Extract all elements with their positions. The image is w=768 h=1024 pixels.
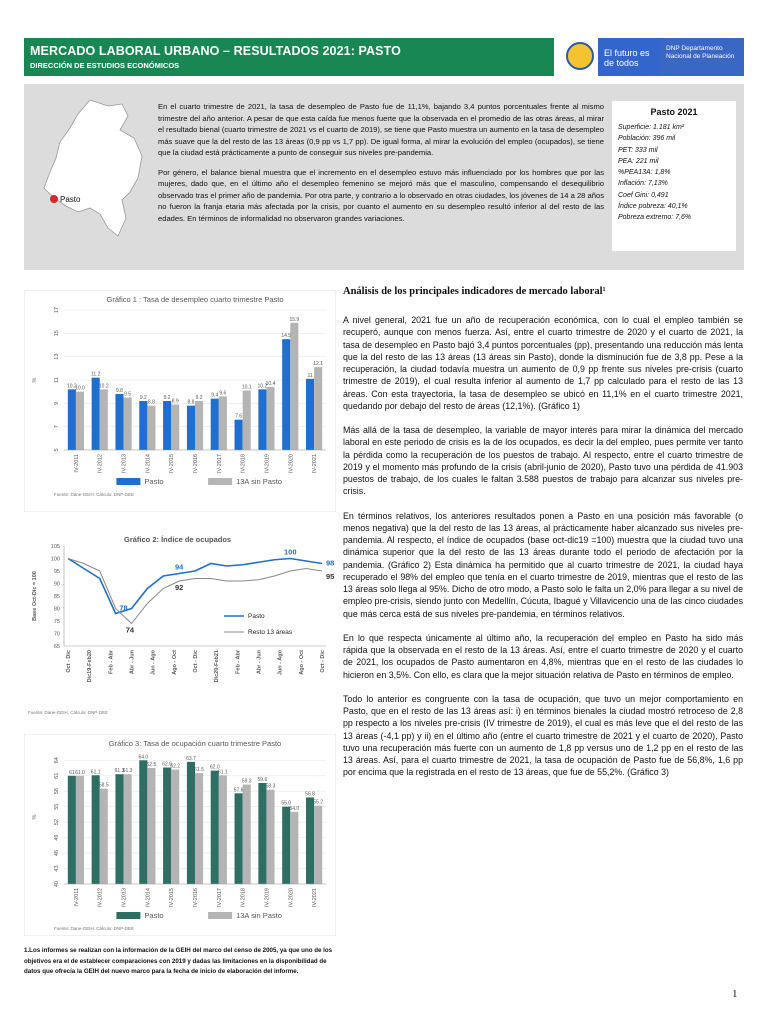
bar-pasto xyxy=(139,401,147,450)
data-label: 61.5 xyxy=(194,767,204,774)
bar-resto xyxy=(195,773,203,884)
x-tick-label: IV-2012 xyxy=(97,888,104,907)
bar-resto xyxy=(290,812,298,884)
data-label: 8.9 xyxy=(171,398,179,405)
x-tick-label: IV-2016 xyxy=(193,888,199,907)
x-tick-label: IV-2019 xyxy=(264,888,271,907)
x-tick-label: IV-2014 xyxy=(145,454,152,473)
data-label: 58.3 xyxy=(265,783,276,790)
paragraph: En lo que respecta únicamente al último año, la recuperación del empleo en Pasto ha sido más rápida que la observada en el resto de la 13 áreas. Así, entre el cuarto trimestre de 2020 y el cuarto de 2021, los ocupados de Pasto aumentaron en 4,8%, mientras que en el resto de las ciudades lo hicieron en 3,5%. Con ello, es clara que la mejor situación relativa de Pasto en términos de empleo. xyxy=(343,632,743,680)
paragraph: Todo lo anterior es congruente con la tasa de ocupación, que tuvo un mejor comportamiento en Pasto, que en el resto de las 13 áreas así: i) en términos bienales la ciudad mostró retroceso de 2,8 pp respecto a los niveles pre-crisis (IV trimestre de 2019), el cual es más leve que el del resto de las 13 áreas (-4,1 pp) y ii) en el último año (entre el cuarto trimestre de 2021 y el cuarto de 2020), Pasto tuvo una recuperación más fuerte con un aumento de 1,8 pp versus uno de 1,2 pp en el resto de las 13 áreas. Así, para el cuarto trimestre de 2021, la tasa de ocupación de Pasto fue de 56,8%, 1,6 pp por encima que la registrada en el resto de 13 áreas, que fue de 55,2%. (Gráfico 3) xyxy=(343,693,743,778)
page-header xyxy=(0,0,768,80)
chart-source: Fuente: Dane-GEIH. Cálculo: DNP-DEE xyxy=(54,492,135,497)
chart-title: Gráfico 3: Tasa de ocupación cuarto trimestre Pasto xyxy=(108,739,282,748)
bar-resto xyxy=(76,392,84,450)
chart-source: Fuente: Dane-GEIH. Cálculo: DNP-DEE xyxy=(54,926,135,931)
data-label: 61 xyxy=(69,769,75,776)
data-label: 92 xyxy=(174,583,184,592)
x-tick-label: IV-2018 xyxy=(240,454,247,473)
bar-pasto xyxy=(306,379,314,450)
x-tick-label: IV-2017 xyxy=(216,454,223,473)
chart-unemployment xyxy=(24,290,336,512)
x-tick-label: IV-2015 xyxy=(169,454,176,473)
y-tick-label: 105 xyxy=(50,544,60,550)
x-tick-label: Jun - Ago xyxy=(277,650,284,676)
data-label: 8.8 xyxy=(147,399,155,406)
legend-swatch-pasto xyxy=(116,912,140,919)
y-tick-label: 55 xyxy=(54,803,60,810)
data-label: 94 xyxy=(174,562,184,572)
x-tick-label: Oct - Dic xyxy=(320,650,326,673)
data-label: 64.0 xyxy=(138,754,149,761)
legend-label: Resto 13 áreas xyxy=(248,629,293,636)
data-label: 9.8 xyxy=(116,388,123,394)
y-tick-label: 64 xyxy=(54,757,60,764)
bar-resto xyxy=(243,785,251,884)
bar-pasto xyxy=(187,762,195,884)
data-label: 61.1 xyxy=(218,769,228,776)
chart-frame xyxy=(24,528,336,720)
legend-label: 13A sin Pasto xyxy=(236,477,282,486)
x-tick-label: IV-2013 xyxy=(121,454,128,473)
data-label: 56.8 xyxy=(305,791,315,798)
data-label: 62.6 xyxy=(162,761,172,768)
data-label: 62.0 xyxy=(209,764,220,771)
data-label: 14.5 xyxy=(281,333,292,340)
x-tick-label: IV-2019 xyxy=(264,454,271,473)
paragraph: A nivel general, 2021 fue un año de recuperación económica, con lo cual el empleo también se recuperó, aunque con menos fuerza. Así, entre el cuarto trimestre de 2020 y el cuarto de 2021, la tasa de desempleo en Pasto bajó 3,4 puntos porcentuales (pp), presentando una reducción más lenta que la del resto de las 13 áreas (13 áreas sin Pasto), donde la disminución fue de 3,8 pp. Pese a la recuperación, la ciudad todavía muestra un aumento de 0,9 pp frente sus niveles pre-crisis (cuarto trimestre de 2019), el cual resulta inferior al aumento de 1,7 pp calculado para el resto de las 13 áreas. Con esta trayectoria, la tasa de desempleo se ubicó en 11,1% en el cuarto trimestre 2021, quedando por debajo del resto de áreas (12,1%). (Gráfico 1) xyxy=(343,315,743,411)
paragraph: En términos relativos, los anteriores resultados ponen a Pasto en una posición más favorable (o menos negativa) que la del resto de las 13 áreas, al prácticamente haber alcanzado sus niveles pre-pandemia. Al respecto, el índice de ocupados (base oct-dic19 =100) muestra que la ciudad tuvo una dinámica superior que la del resto de las 13 áreas durante todo el periodo de afectación por la pandemia. (Gráfico 2) Esta dinámica ha permitido que al cuarto trimestre de 2021, la ciudad haya recuperado el 98% del empleo que tenía en el cuarto trimestre de 2019, mientras que el resto de las 13 áreas solo llega al 95%. Dicho de otro modo, a Pasto solo le falta un 2,0% para llegar a su nivel de empleo pre-crisis, siendo junto con Medellín, Cúcuta, Ibagué y Villavicencio una de las cinco ciudades que más cerca está de sus niveles pre-pandemia, en términos relativos. xyxy=(343,510,743,619)
legend-swatch-pasto xyxy=(116,478,140,485)
data-label: 59.3 xyxy=(241,778,252,785)
data-label: 10.2 xyxy=(257,383,268,390)
data-label: 9.6 xyxy=(219,390,227,397)
y-tick-label: 80 xyxy=(53,606,60,613)
data-label: 54.0 xyxy=(289,805,300,812)
bar-resto xyxy=(171,770,179,884)
y-tick-label: 95 xyxy=(53,569,60,575)
data-label: 57.6 xyxy=(233,787,244,794)
x-tick-label: IV-2014 xyxy=(145,888,152,907)
fact-item: %PEA13A: 1,8% xyxy=(618,169,671,177)
y-tick-label: 5 xyxy=(54,448,60,452)
bar-pasto xyxy=(163,401,171,450)
chart-occupation-rate xyxy=(24,734,336,936)
data-label: 98 xyxy=(326,558,335,568)
data-label: 9.2 xyxy=(139,395,147,401)
x-tick-label: Ago - Oct xyxy=(171,650,178,675)
bar-resto xyxy=(124,774,132,884)
bar-pasto xyxy=(211,771,219,884)
y-tick-label: 13 xyxy=(54,353,60,360)
y-tick-label: 15 xyxy=(54,330,60,337)
legend-label: Pasto xyxy=(248,613,265,620)
colombia-map xyxy=(30,96,150,246)
x-tick-label: Abr - Jun xyxy=(129,650,136,675)
bar-resto xyxy=(290,323,298,450)
dnp-logo: DNP Departamento Nacional de Planeación xyxy=(660,38,744,76)
analysis-body xyxy=(343,314,743,791)
report-title: MERCADO LABORAL URBANO – RESULTADOS 2021: PASTO xyxy=(30,44,401,58)
x-tick-label: IV-2018 xyxy=(240,888,247,907)
y-axis-label: % xyxy=(32,814,38,820)
bar-resto xyxy=(219,775,227,884)
data-label: 63.7 xyxy=(186,755,196,762)
map-label: Pasto xyxy=(60,195,81,204)
bar-resto xyxy=(314,806,322,884)
bar-resto xyxy=(147,406,155,450)
x-tick-label: Ago - Oct xyxy=(298,650,305,675)
bar-pasto xyxy=(115,774,123,884)
data-label: 100 xyxy=(283,547,297,557)
bar-pasto xyxy=(282,807,290,884)
data-label: 58.5 xyxy=(98,782,109,789)
bar-pasto xyxy=(282,339,290,450)
pasto-marker xyxy=(50,195,58,203)
y-axis-label: Base Oct-Dic = 100 xyxy=(32,571,38,621)
bar-resto xyxy=(100,789,108,884)
data-label: 78 xyxy=(119,603,128,613)
data-label: 9.2 xyxy=(163,395,171,401)
bar-pasto xyxy=(306,797,314,884)
data-label: 10.4 xyxy=(265,381,276,387)
fact-item: Índice pobreza: 40,1% xyxy=(618,203,688,211)
y-tick-label: 65 xyxy=(53,644,60,650)
y-tick-label: 75 xyxy=(53,619,60,625)
x-tick-label: IV-2016 xyxy=(193,454,199,473)
data-label: 10.2 xyxy=(98,383,109,390)
data-label: 74 xyxy=(125,625,135,635)
x-tick-label: Dic19-Feb20 xyxy=(87,650,94,683)
data-label: 61.1 xyxy=(90,769,101,776)
chart-title: Gráfico 2: Índice de ocupados xyxy=(124,535,232,544)
legend-swatch-resto xyxy=(208,478,232,485)
bar-resto xyxy=(100,389,108,450)
y-tick-label: 61 xyxy=(54,772,60,779)
data-label: 10.2 xyxy=(66,383,77,390)
bar-resto xyxy=(171,405,179,451)
fact-item: PEA: 221 mil xyxy=(618,157,659,165)
paragraph: Más allá de la tasa de desempleo, la variable de mayor interés para mirar la dinámica del mercado laboral en este periodo de crisis es la de los ocupados, es decir la del empleo, pues permite ver tanto la pérdida como la recuperación de los puestos de trabajo. Al respecto, entre el cuarto trimestre de 2019 y el momento más profundo de la crisis (abril-junio de 2020), Pasto tuvo una pérdida de 41.903 puestos de trabajo, de los cuales le faltan 3.588 puestos de trabajo para alcanzar sus niveles pre-crisis. xyxy=(343,425,743,497)
y-tick-label: 43 xyxy=(54,865,60,872)
y-tick-label: 11 xyxy=(54,377,60,383)
bar-resto xyxy=(124,398,132,451)
data-label: 62.2 xyxy=(170,763,181,770)
data-label: 11 xyxy=(307,372,313,379)
data-label: 10.0 xyxy=(75,385,85,392)
legend-swatch-resto xyxy=(208,912,232,919)
y-tick-label: 17 xyxy=(54,306,60,314)
bar-resto xyxy=(243,391,251,451)
x-tick-label: IV-2017 xyxy=(216,888,223,907)
x-tick-label: IV-2011 xyxy=(73,454,80,473)
fact-item: PET: 333 mil xyxy=(618,146,658,154)
data-label: 10.1 xyxy=(241,384,252,391)
x-tick-label: IV-2021 xyxy=(312,454,319,473)
x-tick-label: IV-2012 xyxy=(97,454,104,473)
fact-item: Superficie: 1.181 km² xyxy=(618,124,685,131)
report-subtitle: DIRECCIÓN DE ESTUDIOS ECONÓMICOS xyxy=(30,61,180,70)
data-label: 62.5 xyxy=(146,762,157,769)
data-label: 55.0 xyxy=(281,800,292,807)
data-label: 12.1 xyxy=(313,361,324,368)
bar-pasto xyxy=(92,775,100,884)
x-tick-label: IV-2015 xyxy=(169,888,176,907)
page-number: 1 xyxy=(732,988,738,1000)
bar-resto xyxy=(266,790,274,884)
y-tick-label: 46 xyxy=(54,850,60,857)
facts-title: Pasto 2021 xyxy=(650,107,698,117)
x-tick-label: Feb - Abr xyxy=(108,650,115,674)
bar-pasto xyxy=(235,793,243,884)
bar-resto xyxy=(195,401,203,450)
y-tick-label: 7 xyxy=(54,425,60,429)
y-tick-label: 49 xyxy=(54,834,60,841)
facts-box xyxy=(612,101,736,251)
bar-resto xyxy=(219,396,227,450)
x-tick-label: IV-2020 xyxy=(288,454,295,473)
x-tick-label: IV-2011 xyxy=(73,888,80,907)
chart-employment-index xyxy=(24,528,336,720)
x-tick-label: Feb - Abr xyxy=(235,650,242,674)
data-label: 61.0 xyxy=(75,769,85,776)
footnote: 1.Los informes se realizan con la información de la GEIH del marco del censo de 2005, ya que uno de los objetivos era el de establecer comparaciones con 2019 y dadas las limitaciones en la disponibilidad de datos que ofrecía la GEIH del nuevo marco para la fecha de inicio de elaboración del informe. xyxy=(24,947,333,975)
data-label: 7.6 xyxy=(235,413,243,420)
legend-label: Pasto xyxy=(144,477,164,486)
legend-label: Pasto xyxy=(144,911,164,920)
data-label: 61.3 xyxy=(114,768,125,775)
x-tick-label: Oct - Dic xyxy=(66,650,72,673)
data-label: 9.2 xyxy=(195,395,203,401)
intro-paragraph-2: Por género, el balance bienal muestra que el incremento en el desempleo estuvo más influenciado por los hombres que por las mujeres, dado que, en el último año el desempleo femenino se mejoró más que el masculino, compensando el desequilibrio observado tras el primer año de pandemia. Por otra parte, y contrario a lo observado en otras ciudades, los jóvenes de 14 a 28 años no fueron la franja etaria más afectada por la crisis, por cuanto el aumento en su desempleo resultó inferior al del resto de las edades. En términos de informalidad no observaron grandes variaciones. xyxy=(158,167,604,223)
fact-item: Pobreza extremo: 7,6% xyxy=(618,214,692,222)
bar-resto xyxy=(314,367,322,450)
intro-paragraph-1: En el cuarto trimestre de 2021, la tasa de desempleo de Pasto fue de 11,1%, bajando 3,4 puntos porcentuales frente al mismo trimestre del año anterior. A pesar de que esta caída fue menos fuerte que la observada en el promedio de las otras áreas, al mirar el resultado bienal (cuarto trimestre de 2021 vs el cuarto de 2019), se tiene que Pasto muestra un aumento en la tasa de desempleo más suave que la del resto de las 13 áreas (0,9 pp vs 1,7 pp). De igual forma, al mirar la evolución del empleo (ocupados), se tiene que la ciudad está prácticamente a punto de conseguir sus niveles pre-pandemia. xyxy=(158,102,604,157)
legend-label: 13A sin Pasto xyxy=(236,911,282,920)
x-tick-label: Jun - Ago xyxy=(150,650,157,676)
bar-pasto xyxy=(187,406,195,450)
data-label: 55.2 xyxy=(313,799,324,806)
chart-source: Fuente: Dane-GEIH. Cálculo: DNP-DEE xyxy=(28,710,109,715)
fact-item: Coef Gini: 0,491 xyxy=(618,191,669,199)
bar-resto xyxy=(147,768,155,884)
data-label: 95 xyxy=(326,572,335,581)
x-tick-label: Dic20-Feb21 xyxy=(214,650,221,683)
fact-item: Población: 396 mil xyxy=(618,135,676,143)
data-label: 8.8 xyxy=(187,399,195,406)
bar-pasto xyxy=(235,420,243,450)
bar-pasto xyxy=(68,776,76,884)
bar-pasto xyxy=(115,394,123,450)
bar-pasto xyxy=(258,389,266,450)
section-title: Análisis de los principales indicadores de mercado laboral¹ xyxy=(343,286,606,297)
data-label: 9.4 xyxy=(211,392,219,399)
y-axis-label: % xyxy=(32,377,38,383)
data-label: 59.6 xyxy=(257,776,268,783)
x-tick-label: Oct - Dic xyxy=(193,650,199,673)
y-tick-label: 52 xyxy=(54,819,60,826)
bar-pasto xyxy=(163,768,171,884)
data-label: 15.9 xyxy=(289,316,300,323)
x-tick-label: IV-2021 xyxy=(312,888,319,907)
x-tick-label: Abr - Jun xyxy=(256,650,263,675)
data-label: 11.2 xyxy=(90,371,101,378)
y-tick-label: 90 xyxy=(53,581,60,588)
gov-logo: El futuro es de todos xyxy=(598,38,660,76)
y-tick-label: 40 xyxy=(54,880,60,888)
coat-of-arms-icon xyxy=(566,42,594,70)
y-tick-label: 100 xyxy=(50,556,60,563)
y-tick-label: 58 xyxy=(54,788,60,795)
bar-pasto xyxy=(211,399,219,450)
x-tick-label: IV-2013 xyxy=(121,888,128,907)
bar-pasto xyxy=(258,783,266,884)
bar-pasto xyxy=(139,760,147,884)
x-tick-label: IV-2020 xyxy=(288,888,295,907)
data-label: 61.3 xyxy=(122,768,133,775)
data-label: 9.5 xyxy=(124,391,132,398)
fact-item: Inflación: 7,13% xyxy=(618,180,668,188)
bar-pasto xyxy=(68,389,76,450)
y-tick-label: 9 xyxy=(54,401,60,405)
intro-text xyxy=(158,101,604,224)
bar-resto xyxy=(76,776,84,884)
y-tick-label: 85 xyxy=(53,594,60,600)
chart-title: Gráfico 1 : Tasa de desempleo cuarto trimestre Pasto xyxy=(106,295,284,304)
y-tick-label: 70 xyxy=(53,631,60,638)
bar-resto xyxy=(266,387,274,450)
